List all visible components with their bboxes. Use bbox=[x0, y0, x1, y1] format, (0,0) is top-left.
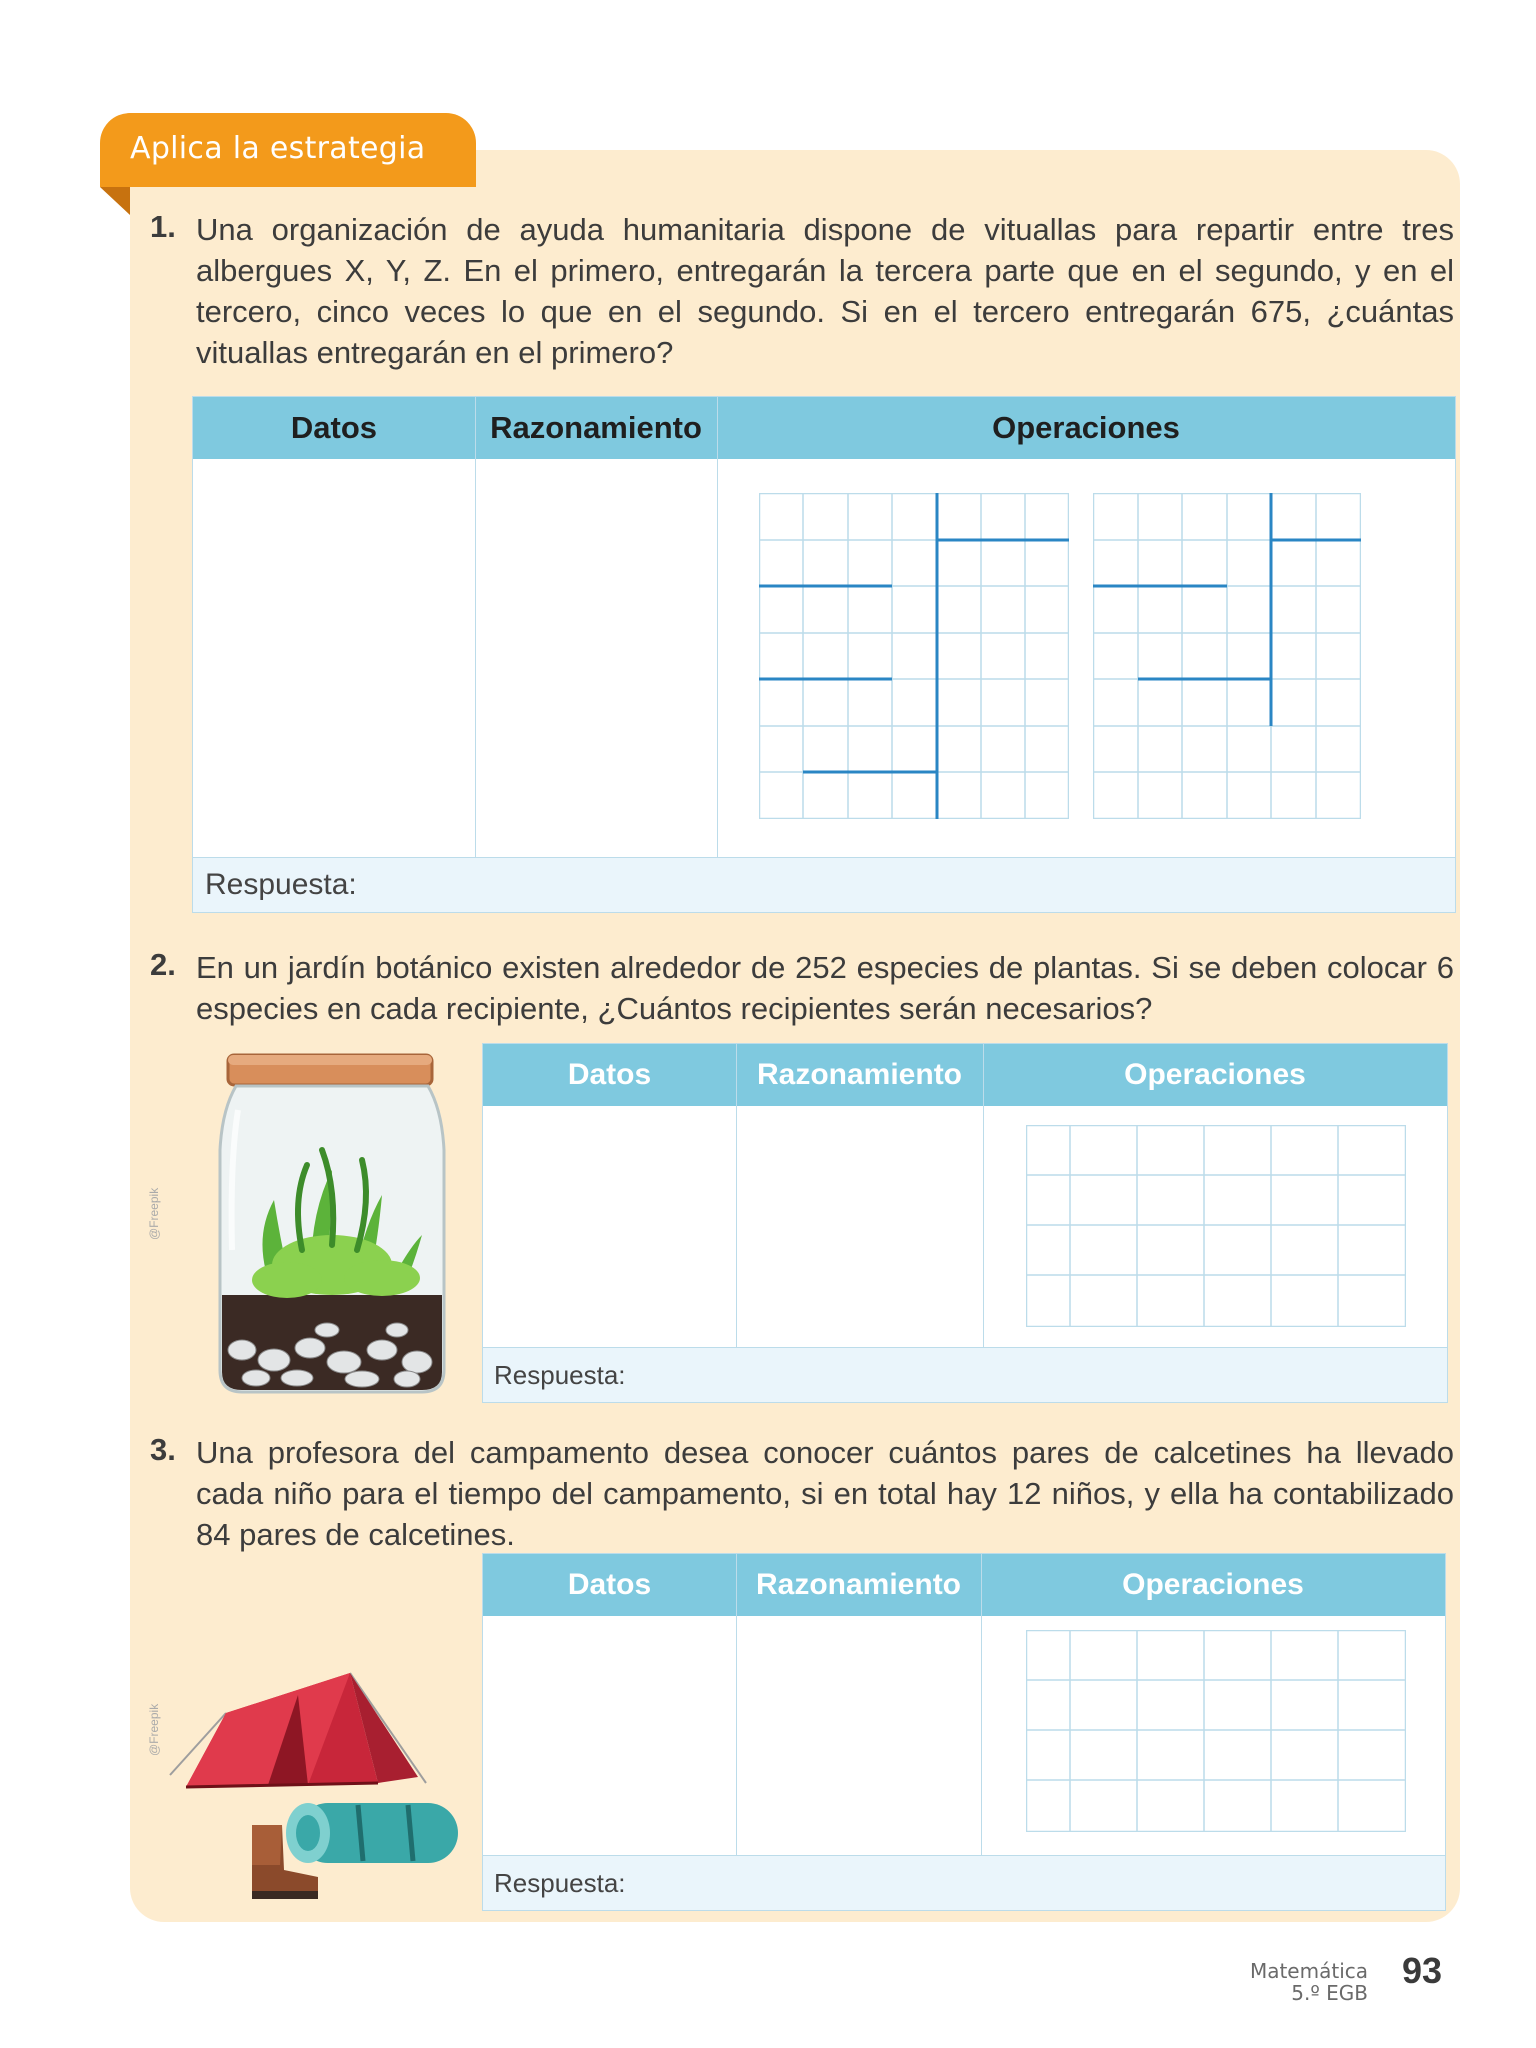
header-datos: Datos bbox=[290, 410, 378, 445]
column-divider bbox=[475, 397, 476, 859]
problem-1-answer[interactable] bbox=[192, 857, 1456, 913]
division-grid-left bbox=[759, 493, 1069, 819]
header-operaciones: Operaciones bbox=[992, 410, 1180, 445]
grade-label: 5.º EGB bbox=[1291, 1981, 1368, 2005]
header-razonamiento: Razonamiento bbox=[756, 1058, 963, 1091]
page-number: 93 bbox=[1402, 1950, 1443, 1991]
problem-2-answer[interactable] bbox=[482, 1347, 1448, 1403]
problem-3-answer[interactable] bbox=[482, 1855, 1446, 1911]
problem-2-table bbox=[482, 1043, 1448, 1348]
footer-subject bbox=[1250, 1960, 1368, 2004]
image-credit: @Freepik bbox=[147, 1187, 161, 1240]
column-divider bbox=[981, 1554, 982, 1857]
problem-2-number: 2. bbox=[150, 947, 176, 982]
operations-grid bbox=[1026, 1125, 1406, 1327]
operations-grid bbox=[1026, 1630, 1406, 1832]
table-header bbox=[483, 1044, 1447, 1106]
problem-1-text: Una organización de ayuda humanitaria dispone de vituallas para repartir entre tres albergues X, Y, Z. En el primero, entregarán la tercera parte que en el segundo, y en el tercero, cinco veces lo que en el segundo. Si en el tercero entregarán 675, ¿cuántas vituallas entregarán en el primero? bbox=[196, 212, 1454, 370]
column-divider bbox=[736, 1554, 737, 1857]
header-operaciones: Operaciones bbox=[1122, 1568, 1304, 1601]
header-operaciones: Operaciones bbox=[1124, 1058, 1306, 1091]
header-razonamiento: Razonamiento bbox=[755, 1568, 962, 1601]
subject-name: Matemática bbox=[1249, 1959, 1368, 1983]
column-divider bbox=[983, 1044, 984, 1349]
problem-1-number: 1. bbox=[150, 209, 176, 244]
header-razonamiento: Razonamiento bbox=[490, 410, 702, 445]
camping-tent-image bbox=[158, 1665, 468, 1905]
header-datos: Datos bbox=[567, 1568, 652, 1601]
problem-3-text: Una profesora del campamento desea conocer cuántos pares de calcetines ha llevado cada niño para el tiempo del campamento, si en total hay 12 niños, y ella ha contabilizado 84 pares de calcetines. bbox=[196, 1435, 1454, 1552]
answer-label: Respuesta: bbox=[494, 1360, 626, 1390]
problem-3-number: 3. bbox=[150, 1432, 176, 1467]
tab-fold bbox=[100, 187, 130, 215]
problem-2-text: En un jardín botánico existen alrededor de 252 especies de plantas. Si se deben colocar 6 especies en cada recipiente, ¿Cuántos recipientes serán necesarios? bbox=[196, 950, 1454, 1026]
column-divider bbox=[736, 1044, 737, 1349]
answer-label: Respuesta: bbox=[494, 1868, 626, 1898]
section-title: Aplica la estrategia bbox=[130, 131, 426, 166]
image-credit: @Freepik bbox=[147, 1703, 161, 1756]
problem-1-table bbox=[192, 396, 1456, 858]
section-tab bbox=[100, 113, 476, 187]
terrarium-jar-image bbox=[212, 1050, 452, 1395]
problem-3-table bbox=[482, 1553, 1446, 1856]
column-divider bbox=[717, 397, 718, 859]
header-datos: Datos bbox=[567, 1058, 652, 1091]
division-grid-right bbox=[1093, 493, 1361, 819]
answer-label: Respuesta: bbox=[205, 868, 357, 901]
table-header bbox=[193, 397, 1455, 459]
table-header bbox=[483, 1554, 1445, 1616]
